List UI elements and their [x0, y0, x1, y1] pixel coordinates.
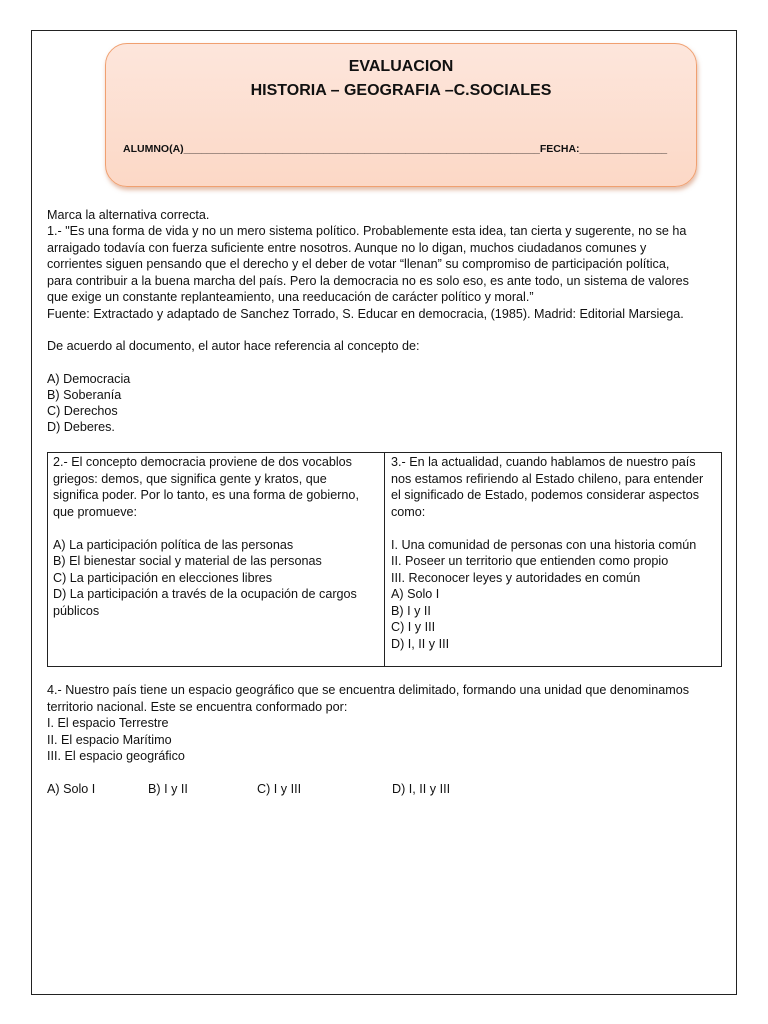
q2-line: griegos: demos, que significa gente y kratos, que [53, 471, 327, 486]
q3-line: B) I y II [391, 603, 431, 618]
q1-source: Fuente: Extractado y adaptado de Sanchez Torrado, S. Educar en democracia, (1985). Madrid: Editorial Marsiega. [47, 306, 684, 321]
q1-line: corrientes siguen pensando que el derecho y el deber de votar “llenan” su compromiso de participación política, [47, 257, 670, 271]
student-date-line: ALUMNO(A)_____________________________________________________________FECHA:_______________ [123, 143, 668, 155]
q3-line: el significado de Estado, podemos considerar aspectos [391, 488, 700, 502]
q4-line: I. El espacio Terrestre [47, 716, 169, 730]
questions-table [47, 452, 722, 667]
q2-line [53, 520, 359, 537]
q2-line: A) La participación política de las personas [53, 537, 294, 552]
q1-line: para contribuir a la buena marcha del país. Pero la democracia no es solo eso, es ante todo, un sistema de valores [47, 273, 689, 288]
q3-line: I. Una comunidad de personas con una historia común [391, 537, 697, 552]
q2-line: C) La participación en elecciones libres [53, 570, 273, 585]
q1-option: A) Democracia [47, 372, 131, 386]
q2-line: 2.- El concepto democracia proviene de dos vocablos [53, 455, 352, 469]
q1-line: arraigado todavía con fuerza suficiente entre nosotros. Aunque no lo digan, muchos ciudadanos comunes y [47, 240, 647, 255]
q4-line: III. El espacio geográfico [47, 749, 185, 763]
q3-line: como: [391, 504, 426, 519]
q3-line: C) I y III [391, 620, 436, 634]
q2-line: B) El bienestar social y material de las personas [53, 554, 322, 568]
q4-option: C) I y III [257, 782, 302, 796]
q3-line: A) Solo I [391, 587, 440, 601]
q1-question: De acuerdo al documento, el autor hace referencia al concepto de: [47, 339, 420, 353]
q3-line: D) I, II y III [391, 636, 450, 651]
q2-line: que promueve: [53, 504, 138, 519]
q1-option: C) Derechos [47, 404, 118, 418]
q4-line: II. El espacio Marítimo [47, 732, 172, 747]
exam-title: EVALUACION [348, 58, 454, 75]
q2-line: significa poder. Por lo tanto, es una forma de gobierno, [53, 488, 359, 502]
q3-line: 3.- En la actualidad, cuando hablamos de nuestro país [391, 455, 696, 469]
q4-option: A) Solo I [47, 782, 96, 796]
q3-line [391, 520, 703, 537]
q3-line: III. Reconocer leyes y autoridades en común [391, 570, 641, 585]
q4-line: territorio nacional. Este se encuentra conformado por: [47, 699, 348, 714]
q3-line: II. Poseer un territorio que entienden como propio [391, 554, 669, 568]
exam-subtitle: HISTORIA – GEOGRAFIA –C.SOCIALES [250, 82, 552, 99]
q1-option: D) Deberes. [47, 420, 115, 434]
table-divider [384, 453, 385, 666]
q1-option: B) Soberanía [47, 388, 122, 402]
q4-option: D) I, II y III [392, 782, 451, 796]
q2-line: D) La participación a través de la ocupación de cargos [53, 587, 357, 601]
q4-line: 4.- Nuestro país tiene un espacio geográfico que se encuentra delimitado, formando una unidad que denominamos [47, 683, 689, 697]
q1-line: 1.- "Es una forma de vida y no un mero sistema político. Probablemente esta idea, tan cierta y sugerente, no se ha [47, 224, 687, 238]
q3-line: nos estamos refiriendo al Estado chileno, para entender [391, 471, 704, 486]
q1-line: que exige un constante replanteamiento, una reeducación de carácter político y moral.” [47, 290, 534, 304]
instructions: Marca la alternativa correcta. [47, 208, 210, 222]
q2-line: públicos [53, 603, 100, 618]
q2-cell [53, 454, 359, 619]
header-box [105, 43, 697, 187]
q3-cell [391, 454, 703, 652]
q4-option: B) I y II [148, 782, 188, 796]
